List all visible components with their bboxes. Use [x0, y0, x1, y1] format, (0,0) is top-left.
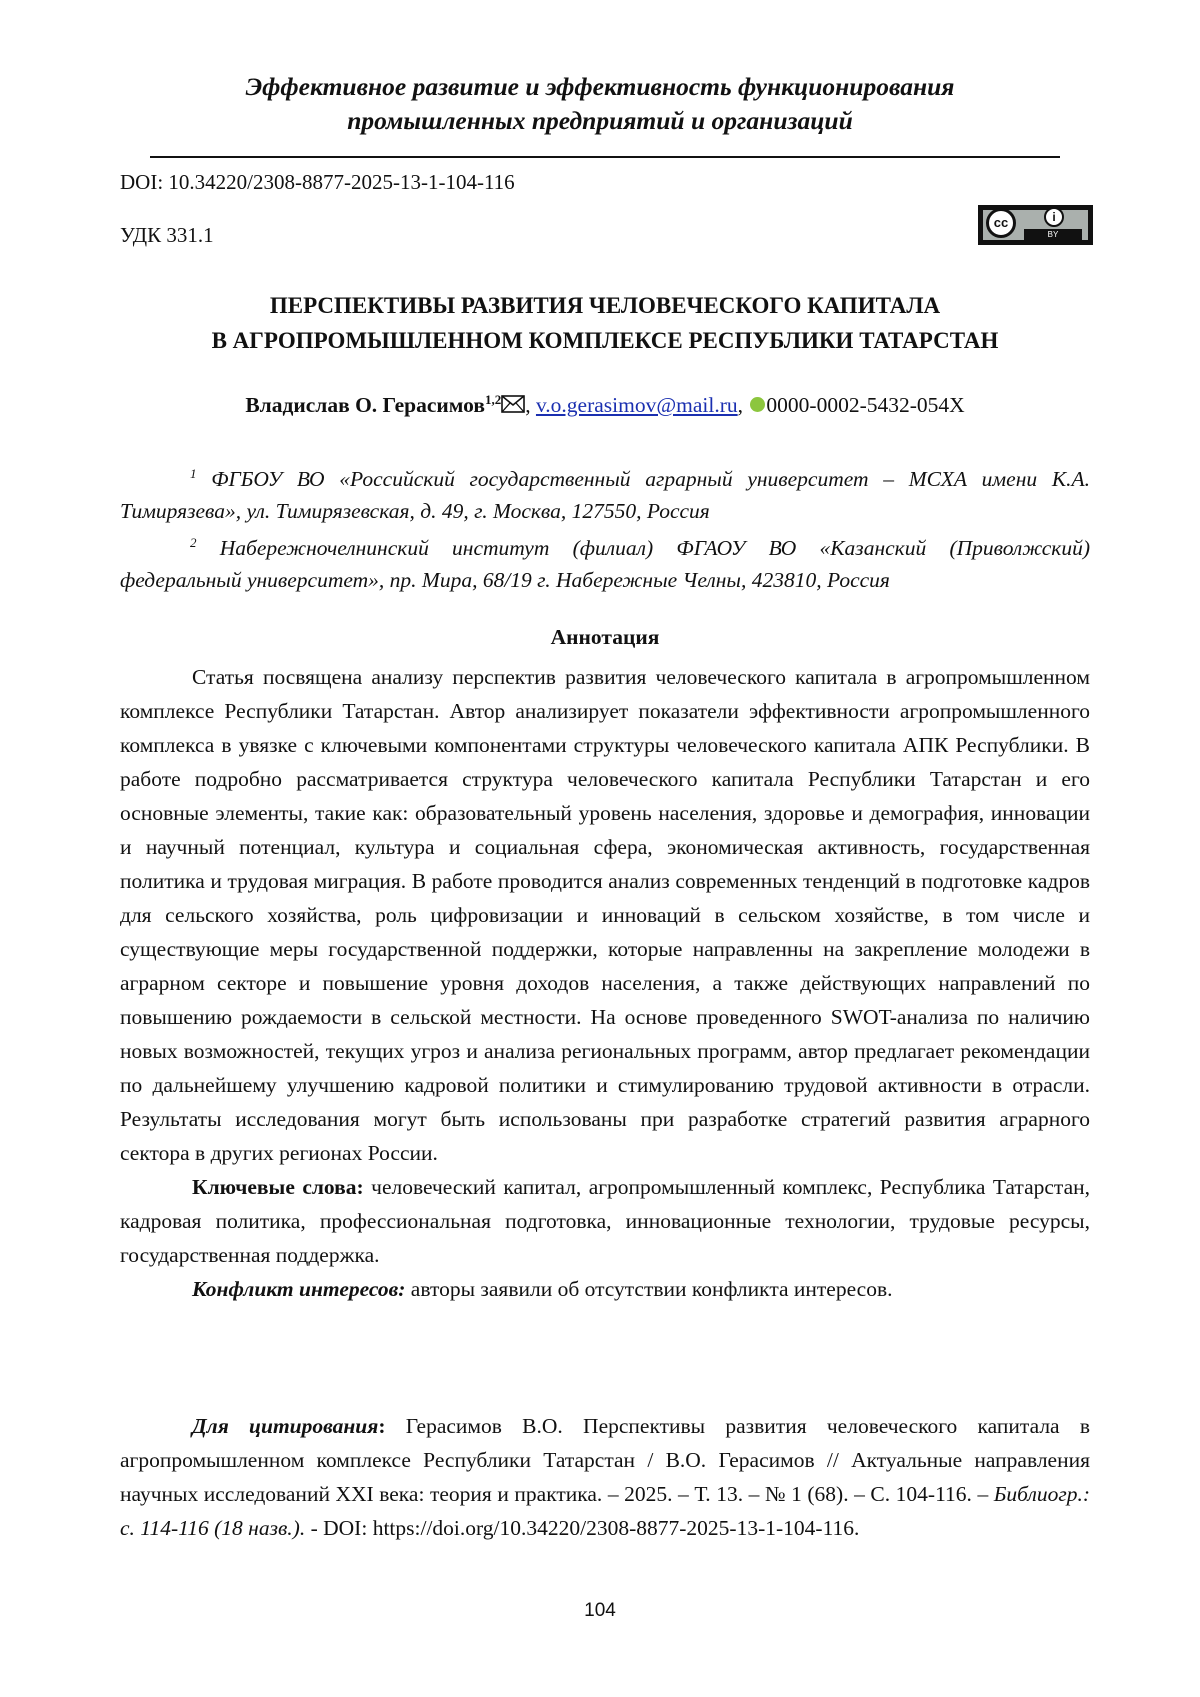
author-name: Владислав О. Герасимов — [245, 393, 485, 417]
cc-by-license-icon[interactable] — [978, 205, 1093, 245]
attribution-icon: i — [1044, 207, 1064, 227]
affiliations — [120, 458, 1090, 596]
header-divider — [150, 156, 1060, 158]
author-separator: , — [525, 393, 530, 417]
affiliation-1-mark: 1 — [190, 466, 197, 481]
doi-line: DOI: 10.34220/2308-8877-2025-13-1-104-116 — [120, 170, 515, 195]
affiliation-2-text: Набережночелнинский институт (филиал) ФГАОУ ВО «Казанский (Приволжский) федеральный университет», пр. Мира, 68/19 г. Набережные Челны, 423810, Россия — [120, 536, 1090, 592]
cc-icon: cc — [986, 208, 1016, 238]
abstract-heading: Аннотация — [120, 625, 1090, 650]
keywords-text: человеческий капитал, агропромышленный комплекс, Республика Татарстан, кадровая политика, профессиональная подготовка, инновационные технологии, трудовые ресурсы, государственная поддержка. — [120, 1175, 1090, 1267]
keywords-paragraph — [120, 1170, 1090, 1272]
conflict-paragraph — [120, 1272, 1090, 1306]
article-title-line-2: В АГРОПРОМЫШЛЕННОМ КОМПЛЕКСЕ РЕСПУБЛИКИ ТАТАРСТАН — [120, 323, 1090, 358]
article-title-line-1: ПЕРСПЕКТИВЫ РАЗВИТИЯ ЧЕЛОВЕЧЕСКОГО КАПИТАЛА — [120, 288, 1090, 323]
article-title — [120, 288, 1090, 358]
page-number: 104 — [0, 1600, 1200, 1622]
citation-paragraph — [120, 1409, 1090, 1545]
keywords-label: Ключевые слова: — [192, 1175, 364, 1199]
journal-header-line-2: промышленных предприятий и организаций — [150, 104, 1050, 138]
abstract-text: Статья посвящена анализу перспектив развития человеческого капитала в агропромышленном комплексе Республики Татарстан. Автор анализирует показатели эффективности агропромышленного комплекса в увязке с ключевыми компонентами структуры человеческого капитала АПК Республики. В работе подробно рассматривается структура человеческого капитала Республики Татарстан и его основные элементы, такие как: образовательный уровень населения, здоровье и демография, инновации и научный потенциал, культура и социальная сфера, экономическая активность, государственная политика и трудовая миграция. В работе проводится анализ современных тенденций в подготовке кадров для сельского хозяйства, роль цифровизации и инноваций в сельском хозяйстве, в том числе и существующие меры государственной поддержки, которые направленны на закрепление молодежи в аграрном секторе и повышение уровня доходов населения, а также действующих направлений по повышению рождаемости в сельской местности. На основе проведенного SWOT-анализа по наличию новых возможностей, текущих угроз и анализа региональных программ, автор предлагает рекомендации по дальнейшему улучшению кадровой политики и стимулированию трудовой активности в отрасли. Результаты исследования могут быть использованы при разработке стратегий развития аграрного сектора в других регионах России. — [120, 660, 1090, 1170]
abstract-body — [120, 660, 1090, 1306]
by-label: BY — [1024, 229, 1082, 240]
email-separator: , — [738, 393, 743, 417]
mail-icon[interactable] — [501, 395, 525, 413]
affiliation-2 — [120, 527, 1090, 596]
udk-line: УДК 331.1 — [120, 223, 214, 248]
affiliation-1 — [120, 458, 1090, 527]
journal-header-line-1: Эффективное развитие и эффективность функционирования — [150, 70, 1050, 104]
journal-header — [150, 70, 1050, 138]
citation-bibliography: Библиогр.: с. 114-116 (18 назв.). — [120, 1482, 1090, 1540]
conflict-label: Конфликт интересов: — [192, 1277, 405, 1301]
orcid-id[interactable]: 0000-0002-5432-054X — [766, 393, 964, 417]
citation-colon: : — [378, 1414, 385, 1438]
affiliation-1-text: ФГБОУ ВО «Российский государственный аграрный университет – МСХА имени К.А. Тимирязева», ул. Тимирязевская, д. 49, г. Москва, 127550, Россия — [120, 467, 1090, 523]
affiliation-2-mark: 2 — [190, 535, 197, 550]
conflict-text: авторы заявили об отсутствии конфликта интересов. — [405, 1277, 892, 1301]
citation-text-1: Герасимов В.О. Перспективы развития человеческого капитала в агропромышленном комплексе Республики Татарстан / В.О. Герасимов // Актуальные направления научных исследований XXI века: теория и практика. – 2025. – Т. 13. – № 1 (68). – С. 104-116. – — [120, 1414, 1090, 1506]
citation-text-2: - DOI: https://doi.org/10.34220/2308-8877-2025-13-1-104-116. — [305, 1516, 859, 1540]
document-page — [0, 0, 1200, 1697]
citation-label: Для цитирования — [192, 1414, 378, 1438]
author-affiliation-marks: 1,2 — [485, 392, 501, 407]
author-email-link[interactable]: v.o.gerasimov@mail.ru — [536, 393, 738, 417]
citation-block — [120, 1409, 1090, 1545]
author-line — [120, 392, 1090, 418]
orcid-icon[interactable] — [750, 397, 765, 412]
